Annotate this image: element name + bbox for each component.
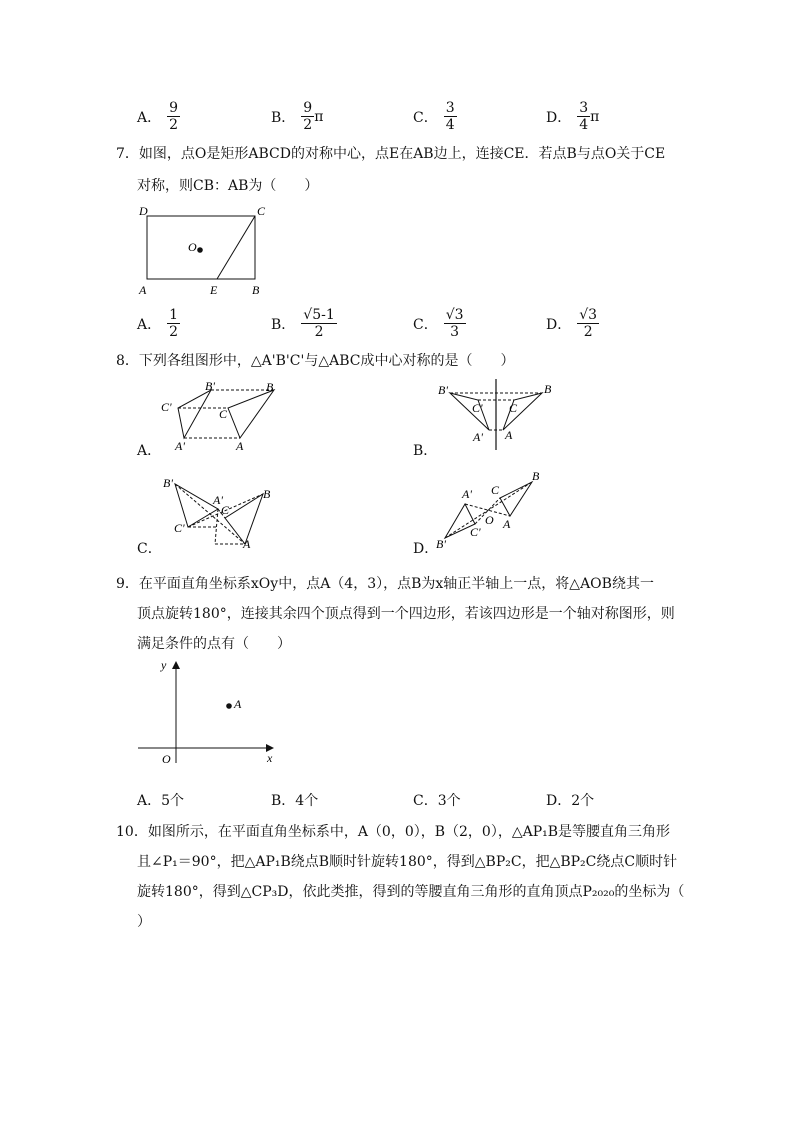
svg-text:A': A' — [175, 439, 185, 453]
q7-option-c: C． $\frac{√3}{3}$ — [413, 307, 464, 340]
svg-text:A': A' — [213, 493, 223, 507]
q8-figure-b — [430, 375, 565, 455]
svg-text:B: B — [532, 469, 540, 483]
q9-option-b: B．4个 — [271, 793, 319, 809]
q7-option-b: B． $\frac{√5-1}{2}$ — [271, 307, 335, 340]
svg-text:B': B' — [436, 537, 446, 551]
q10-text-line2: 且∠P₁＝90°，把△AP₁B绕点B顺时针旋转180°，得到△BP₂C，把△BP₂C绕点C顺时针 — [137, 854, 678, 870]
q10-text-line1: 10．如图所示，在平面直角坐标系中，A（0，0），B（2，0），△AP₁B是等腰直角三角形 — [116, 824, 671, 840]
svg-text:B: B — [544, 382, 552, 396]
svg-text:A: A — [236, 439, 244, 453]
q9-text-line2: 顶点旋转180°，连接其余四个顶点得到一个四边形，若该四边形是一个轴对称图形，则 — [137, 606, 675, 622]
svg-text:B: B — [263, 487, 271, 501]
q9-coordinate-figure — [130, 655, 290, 770]
svg-text:C': C' — [472, 401, 483, 415]
svg-text:O: O — [162, 752, 171, 766]
svg-text:B': B' — [438, 383, 448, 397]
q7-text-line2: 对称，则CB：AB为（ ） — [137, 178, 319, 194]
q9-text-line1: 9．在平面直角坐标系xOy中，点A（4，3），点B为x轴正半轴上一点，将△AOB绕其一 — [116, 576, 654, 592]
q6-option-a: A． $\frac{9}{2}$ — [137, 100, 179, 133]
svg-text:C: C — [491, 483, 500, 497]
svg-text:x: x — [267, 751, 273, 765]
svg-text:C': C' — [470, 525, 481, 539]
svg-text:A': A' — [473, 430, 483, 444]
q10-text-line4: ） — [137, 914, 151, 930]
q8-option-d: D． — [413, 541, 439, 557]
q7-label-d: D — [139, 204, 148, 218]
q8-figure-a — [155, 378, 290, 456]
q8-option-b: B． — [413, 443, 438, 459]
q8-option-c: C． — [137, 541, 162, 557]
svg-text:B: B — [266, 380, 274, 394]
svg-text:B': B' — [163, 476, 173, 490]
svg-text:A': A' — [462, 487, 472, 501]
svg-text:C: C — [509, 401, 518, 415]
q9-text-line3: 满足条件的点有（ ） — [137, 636, 291, 652]
q8-option-a: A． — [137, 443, 162, 459]
svg-text:B': B' — [205, 379, 215, 393]
q9-option-a: A．5个 — [137, 793, 185, 809]
q10-text-line3: 旋转180°，得到△CP₃D，依此类推，得到的等腰直角三角形的直角顶点P₂₀₂₀的坐标为（ — [137, 884, 685, 900]
q8-figure-d — [430, 466, 565, 551]
svg-text:C': C' — [161, 400, 172, 414]
svg-text:A: A — [503, 517, 511, 531]
q6-option-d: D． $\frac{3}{4}$ π — [546, 100, 600, 133]
svg-text:C: C — [219, 407, 228, 421]
q7-label-b: B — [252, 283, 260, 297]
q6-option-b: B． $\frac{9}{2}$ π — [271, 100, 324, 133]
svg-text:C: C — [221, 503, 230, 517]
svg-text:A: A — [505, 428, 513, 442]
q8-text-line1: 8．下列各组图形中，△A'B'C'与△ABC成中心对称的是（ ） — [116, 353, 515, 369]
q7-rectangle-figure — [130, 200, 270, 300]
q7-label-a: A — [139, 283, 147, 297]
q7-option-a: A． $\frac{1}{2}$ — [137, 307, 179, 340]
svg-text:O: O — [485, 513, 494, 527]
q7-option-d: D． $\frac{√3}{2}$ — [546, 307, 598, 340]
q7-text-line1: 7．如图，点O是矩形ABCD的对称中心，点E在AB边上，连接CE．若点B与点O关于CE — [116, 146, 666, 162]
q9-option-d: D．2个 — [546, 793, 595, 809]
svg-text:A: A — [243, 537, 251, 551]
svg-text:A: A — [234, 697, 242, 711]
svg-text:y: y — [161, 658, 167, 672]
q9-option-c: C．3个 — [413, 793, 461, 809]
q7-label-c: C — [257, 204, 266, 218]
q8-figure-c — [155, 472, 290, 552]
svg-text:C': C' — [174, 521, 185, 535]
q7-label-e: E — [210, 283, 218, 297]
q7-label-o: O — [188, 240, 197, 254]
q6-option-c: C． $\frac{3}{4}$ — [413, 100, 455, 133]
